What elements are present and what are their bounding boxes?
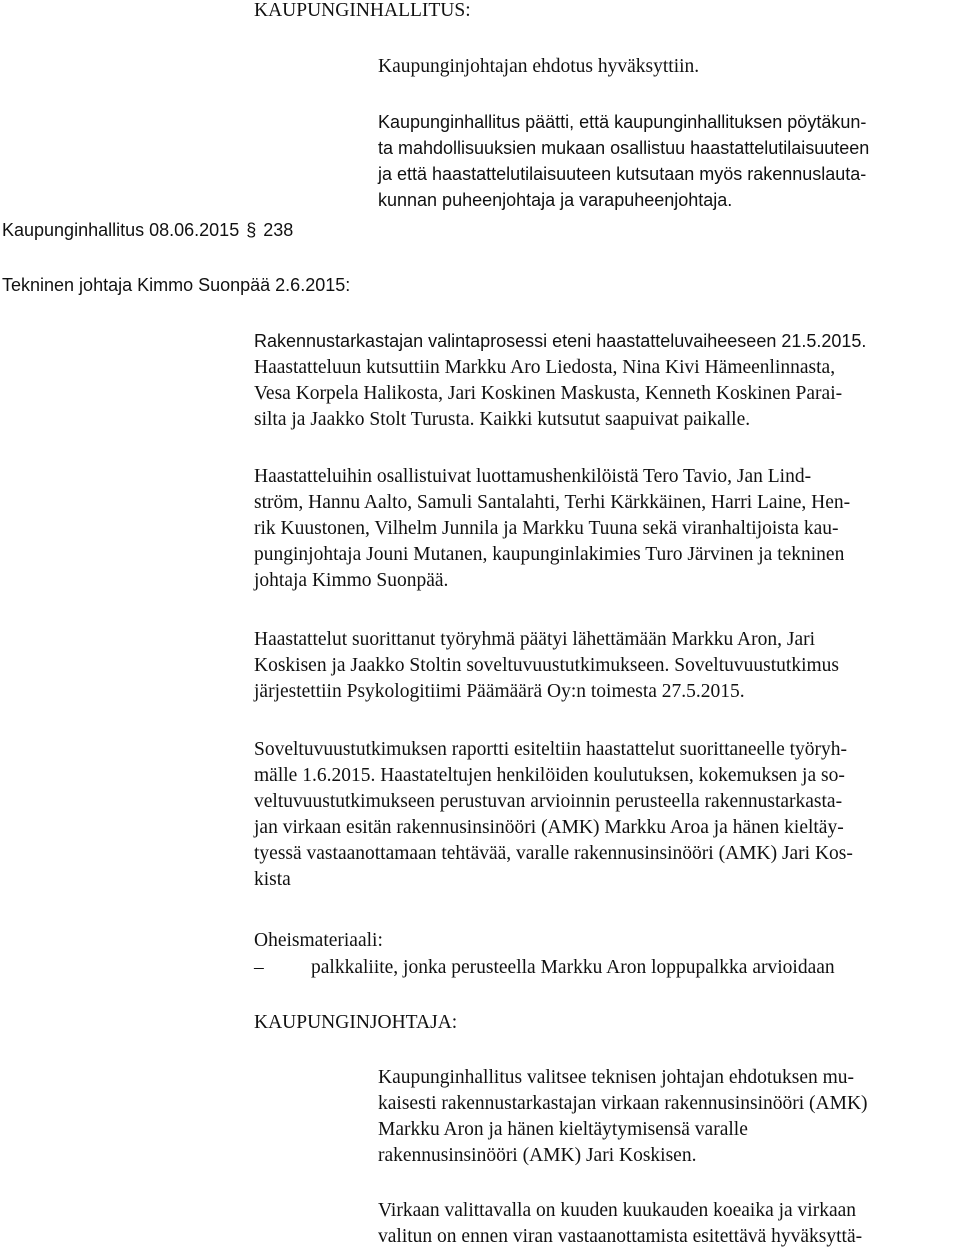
paragraph-line: ström, Hannu Aalto, Samuli Santalahti, Terhi Kärkkäinen, Harri Laine, Hen- xyxy=(254,492,851,513)
decision-line: Kaupunginhallitus päätti, että kaupunginhallituksen pöytäkun- xyxy=(378,112,867,132)
decision-line: ja että haastattelutilaisuuteen kutsutaan myös rakennuslauta- xyxy=(378,164,867,184)
paragraph-line: rik Kuustonen, Vilhelm Junnila ja Markku Tuuna sekä viranhaltijoista kau- xyxy=(254,518,839,539)
decision-line: kunnan puheenjohtaja ja varapuheenjohtaja. xyxy=(378,190,733,210)
section-symbol: § xyxy=(246,220,257,240)
decision-paragraph xyxy=(378,109,869,213)
meeting-ref-prefix: Kaupunginhallitus 08.06.2015 xyxy=(2,220,240,240)
paragraph-line: johtaja Kimmo Suonpää. xyxy=(254,570,449,591)
paragraph-line: Haastatteluihin osallistuivat luottamushenkilöistä Tero Tavio, Jan Lind- xyxy=(254,466,812,487)
paragraph-line: jan virkaan esitän rakennusinsinööri (AMK) Markku Aroa ja hänen kieltäy- xyxy=(254,817,844,838)
paragraph-3 xyxy=(254,627,839,705)
decision-short: Kaupunginjohtajan ehdotus hyväksyttiin. xyxy=(378,56,700,77)
paragraph-line: Koskisen ja Jaakko Stoltin soveltuvuustutkimukseen. Soveltuvuustutkimus xyxy=(254,655,839,676)
attachments-heading: Oheismateriaali: xyxy=(254,930,383,951)
proposal-paragraph-2 xyxy=(378,1198,862,1250)
proposal-paragraph-1 xyxy=(378,1065,868,1169)
paragraph-line: mälle 1.6.2015. Haastateltujen henkilöiden koulutuksen, kokemuksen ja so- xyxy=(254,765,845,786)
paragraph-2 xyxy=(254,464,850,594)
paragraph-line: tyessä vastaanottamaan tehtävää, varalle rakennusinsinööri (AMK) Jari Kos- xyxy=(254,843,853,864)
body-sans-line: Rakennustarkastajan valintaprosessi eteni haastatteluvaiheeseen 21.5.2015. xyxy=(254,331,867,351)
paragraph-1 xyxy=(254,355,842,433)
meeting-reference xyxy=(2,217,293,243)
attachment-item: palkkaliite, jonka perusteella Markku Aron loppupalkka arvioidaan xyxy=(311,957,835,978)
preparer-line: Tekninen johtaja Kimmo Suonpää 2.6.2015: xyxy=(2,275,351,295)
paragraph-line: veltuvuustutkimukseen perustuvan arvioinnin perusteella rakennustarkasta- xyxy=(254,791,843,812)
paragraph-4 xyxy=(254,737,853,893)
paragraph-line: Vesa Korpela Halikosta, Jari Koskinen Maskusta, Kenneth Koskinen Parai- xyxy=(254,383,843,404)
kaupunginjohtaja-heading: KAUPUNGINJOHTAJA: xyxy=(254,1012,458,1033)
paragraph-line: silta ja Jaakko Stolt Turusta. Kaikki kutsutut saapuivat paikalle. xyxy=(254,409,751,430)
kaupunginhallitus-heading: KAUPUNGINHALLITUS: xyxy=(254,0,471,21)
proposal-line: rakennusinsinööri (AMK) Jari Koskisen. xyxy=(378,1145,697,1166)
meeting-ref-number: 238 xyxy=(263,220,294,240)
proposal-line: valitun on ennen viran vastaanottamista esitettävä hyväksyttä- xyxy=(378,1226,863,1247)
paragraph-line: järjestettiin Psykologitiimi Päämäärä Oy:n toimesta 27.5.2015. xyxy=(254,681,745,702)
paragraph-line: punginjohtaja Jouni Mutanen, kaupunginlakimies Turo Järvinen ja tekninen xyxy=(254,544,845,565)
proposal-line: Virkaan valittavalla on kuuden kuukauden koeaika ja virkaan xyxy=(378,1200,857,1221)
paragraph-line: Haastattelut suorittanut työryhmä päätyi lähettämään Markku Aron, Jari xyxy=(254,629,816,650)
paragraph-line: Haastatteluun kutsuttiin Markku Aro Liedosta, Nina Kivi Hämeenlinnasta, xyxy=(254,357,836,378)
paragraph-line: kista xyxy=(254,869,291,890)
proposal-line: kaisesti rakennustarkastajan virkaan rakennusinsinööri (AMK) xyxy=(378,1093,868,1114)
decision-line: ta mahdollisuuksien mukaan osallistuu haastattelutilaisuuteen xyxy=(378,138,870,158)
paragraph-line: Soveltuvuustutkimuksen raportti esiteltiin haastattelut suorittaneelle työryh- xyxy=(254,739,848,760)
proposal-line: Markku Aron ja hänen kieltäytymisensä varalle xyxy=(378,1119,748,1140)
proposal-line: Kaupunginhallitus valitsee teknisen johtajan ehdotuksen mu- xyxy=(378,1067,855,1088)
attachment-dash: – xyxy=(254,957,264,978)
